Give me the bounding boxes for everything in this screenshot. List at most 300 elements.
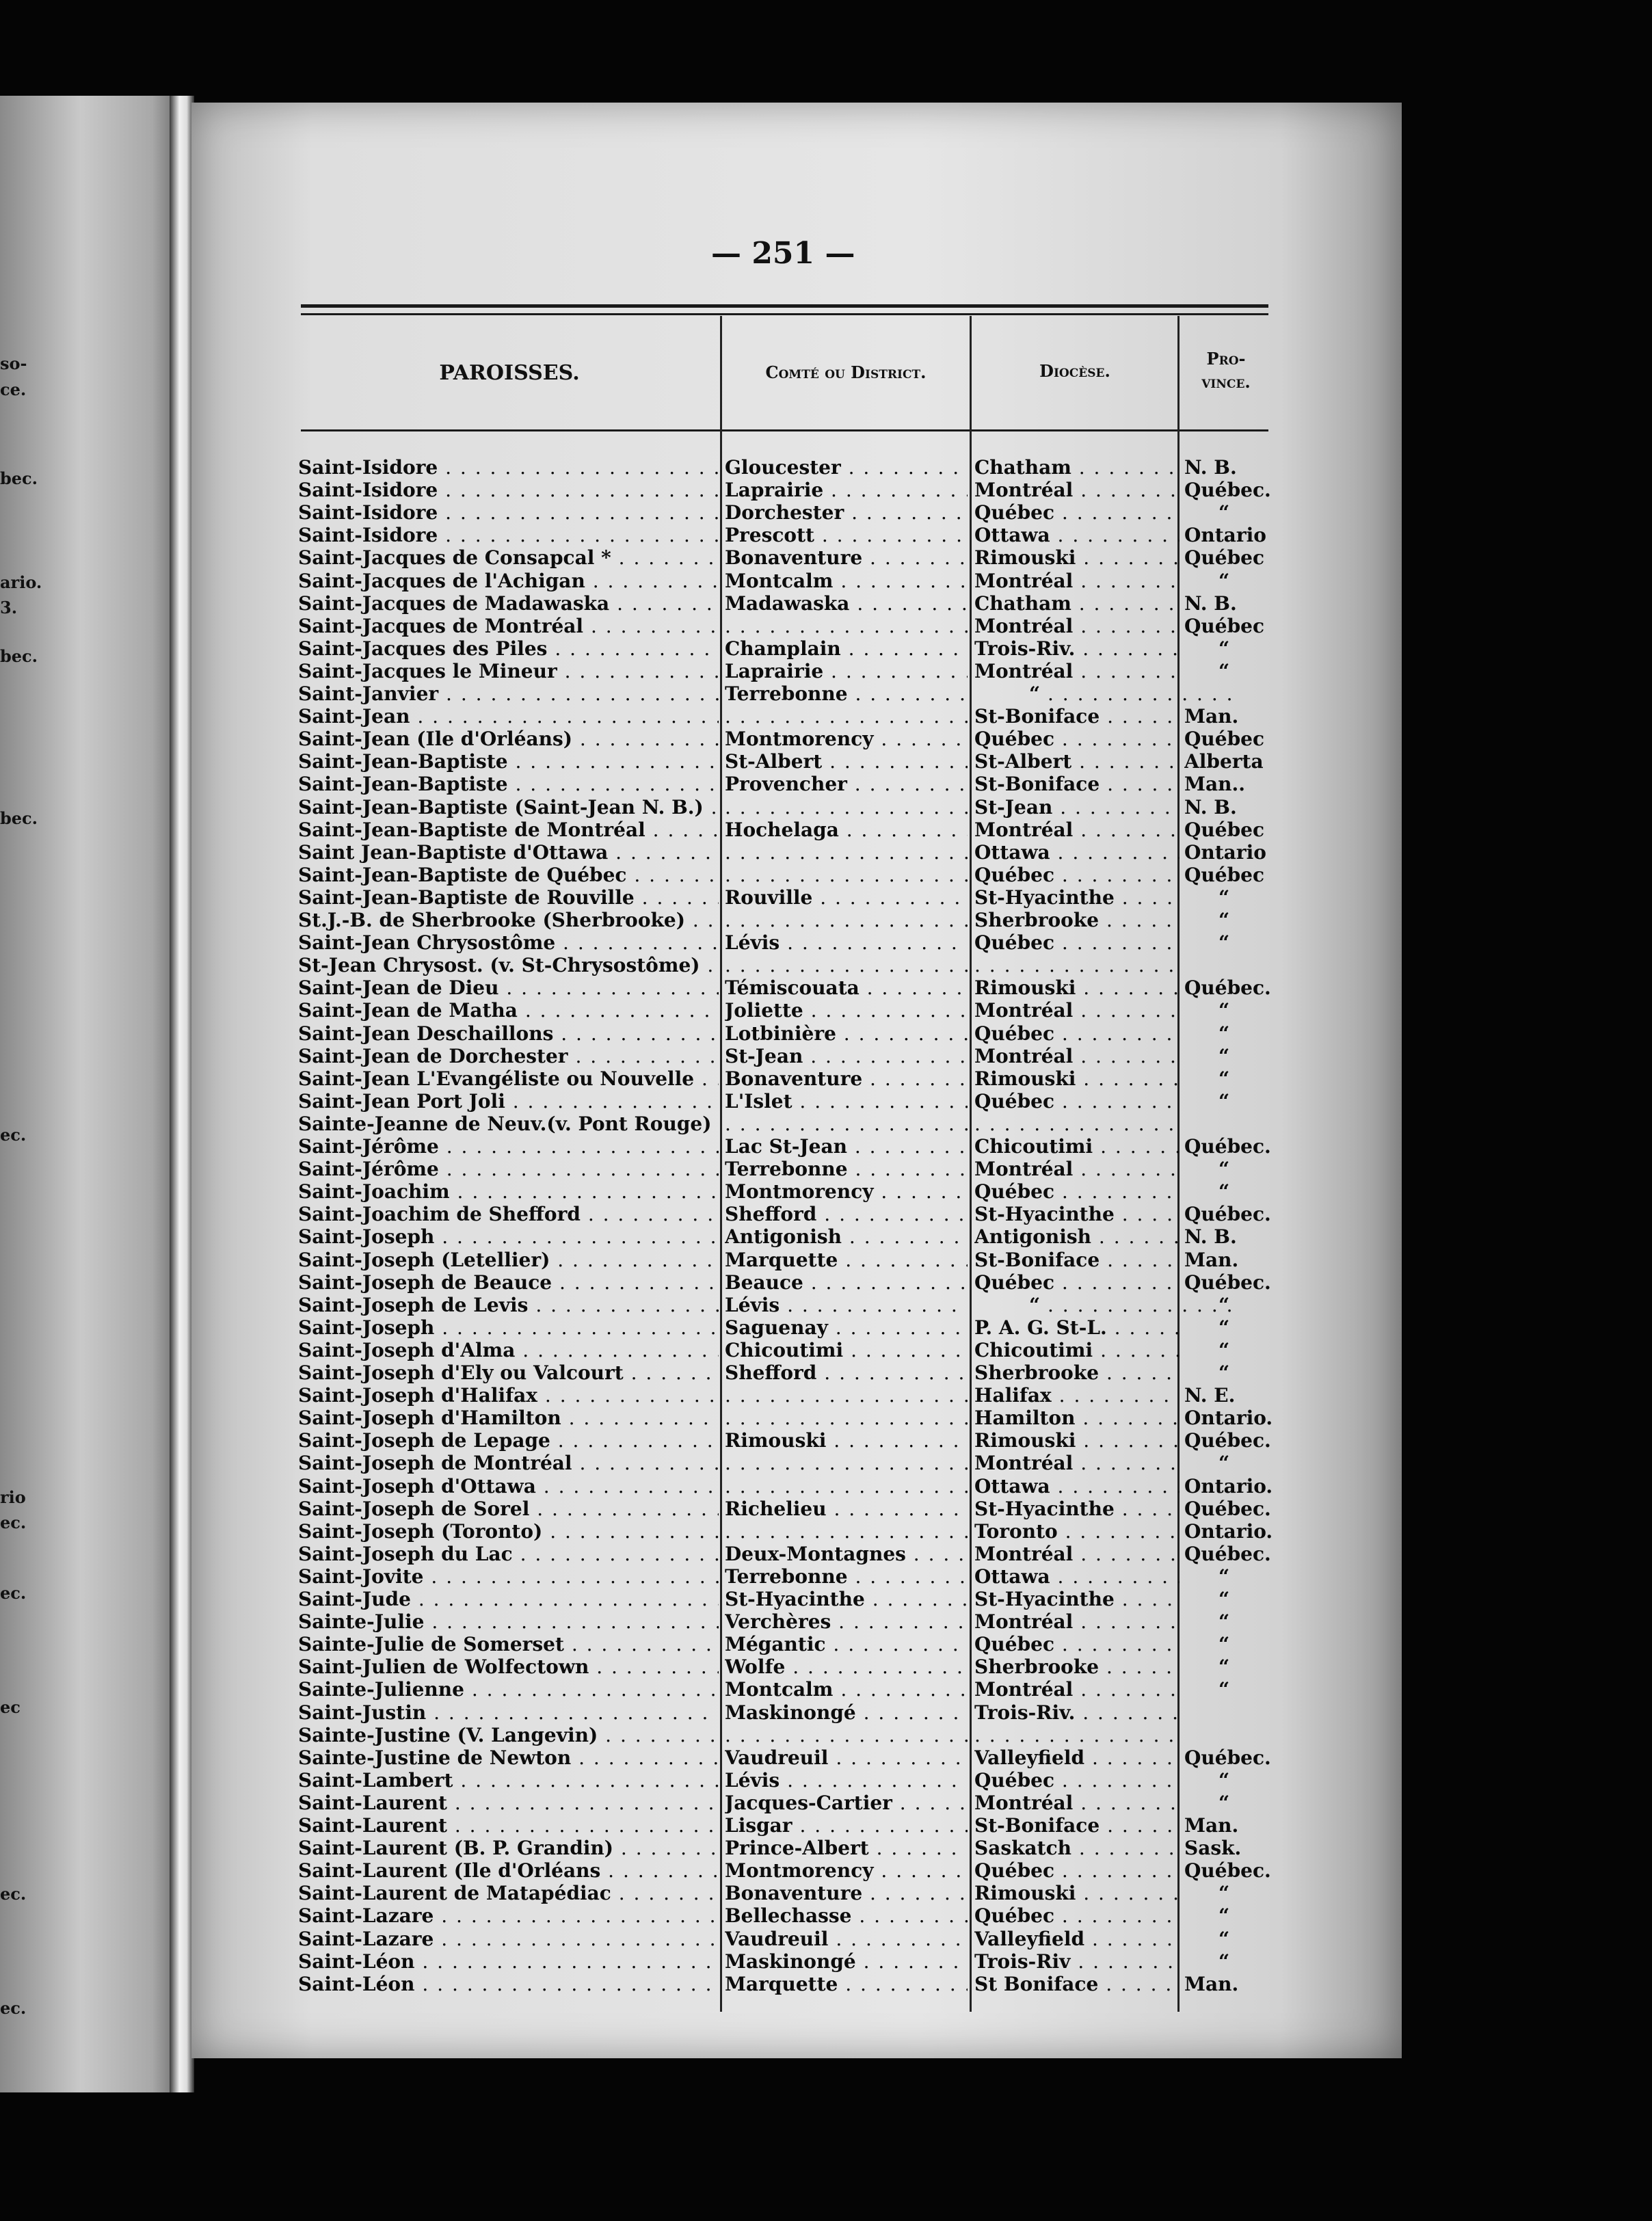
parish-cell: St.J.-B. de Sherbrooke (Sherbrooke) . . . [298,909,719,931]
table-row [0,1498,1272,1520]
table-row [0,592,1272,615]
province-cell: N. B. [1184,795,1237,819]
province-cell: N. B. [1184,591,1237,615]
parish-cell: Saint-Jean de Dorchester . . . [298,1045,719,1067]
province-cell: Man. [1184,1814,1239,1837]
province-cell: Ontario. [1184,1407,1273,1430]
table-row [0,1633,1272,1655]
diocese-cell: Ottawa . . . [974,1475,1180,1498]
table-row [0,1904,1272,1927]
county-cell: Verchères . . . [725,1610,968,1633]
diocese-cell: Québec . . . [974,1271,1180,1294]
diocese-cell: Montréal . . . [974,479,1180,501]
parish-cell: Saint-Jean-Baptiste de Rouville . . . [298,886,719,909]
county-cell: Chicoutimi . . . [725,1339,968,1361]
header-county: Comté ou District. [765,362,927,382]
diocese-cell: Québec . . . [974,728,1180,750]
margin-fragment: bec. [0,808,38,828]
county-cell: Marquette . . . [725,1249,968,1271]
margin-fragment: ec. [0,1125,27,1145]
parish-cell: Saint-Jean de Dieu . . . [298,976,719,999]
diocese-cell: Montréal . . . [974,999,1180,1022]
top-double-rule [301,304,1268,308]
parish-cell: Saint-Joseph de Sorel . . . [298,1498,719,1520]
diocese-cell: Québec . . . [974,931,1180,954]
province-cell: “ [1218,1089,1230,1113]
margin-fragment: ec. [0,1998,27,2018]
table-row [0,1339,1272,1361]
diocese-cell: Montréal . . . [974,660,1180,682]
table-row [0,615,1272,637]
diocese-cell: Rimouski . . . [974,1067,1180,1090]
province-cell: “ [1218,1044,1230,1067]
county-cell: Montcalm . . . [725,1678,968,1701]
parish-cell: Saint-Jacques de Consapcal * . . . [298,546,719,569]
table-row [0,1203,1272,1225]
table-row [0,524,1272,546]
province-cell: “ [1218,1678,1230,1701]
county-cell: Deux-Montagnes . . . [725,1543,968,1565]
table-row [0,1384,1272,1407]
parish-cell: Saint-Joseph (Toronto) . . . [298,1520,719,1543]
parish-cell: Saint-Jean-Baptiste . . . [298,750,719,773]
diocese-cell: Trois-Riv . . . [974,1950,1180,1973]
province-cell: “ [1218,1316,1230,1339]
province-cell: “ [1218,1882,1230,1905]
diocese-cell: Valleyfield . . . [974,1746,1180,1769]
county-cell: Mégantic . . . [725,1633,968,1655]
diocese-cell: Montréal . . . [974,1158,1180,1180]
parish-cell: Saint-Laurent (Ile d'Orléans . . . [298,1859,719,1882]
parish-cell: Saint-Jean Port Joli . . . [298,1090,719,1113]
diocese-cell: Hamilton . . . [974,1407,1180,1429]
table-row [0,1678,1272,1701]
table-row [0,660,1272,682]
diocese-cell: Chicoutimi . . . [974,1339,1180,1361]
diocese-cell: Saskatch . . . [974,1837,1180,1859]
diocese-cell: “ . . . [974,1294,1234,1316]
diocese-cell: St-Boniface . . . [974,705,1180,728]
province-cell: Québec. [1184,1135,1271,1158]
province-cell: “ [1218,659,1230,682]
parish-cell: Saint-Joseph . . . [298,1225,719,1248]
province-cell: N. B. [1184,456,1237,479]
table-row [0,999,1272,1022]
header-province-line2: vince. [1201,372,1251,392]
diocese-cell: Antigonish . . . [974,1225,1180,1248]
county-cell: Vaudreuil . . . [725,1928,968,1950]
table-row [0,931,1272,954]
table-row [0,1045,1272,1067]
margin-fragment: 3. [0,598,18,617]
province-cell: Québec. [1184,1203,1271,1226]
parish-cell: Saint-Jude . . . [298,1588,719,1610]
county-cell: Lisgar . . . [725,1814,968,1837]
diocese-cell: Québec . . . [974,864,1180,886]
county-cell: St-Albert . . . [725,750,968,773]
diocese-cell: Québec . . . [974,1769,1180,1792]
diocese-cell: Valleyfield . . . [974,1928,1180,1950]
county-cell: Vaudreuil . . . [725,1746,968,1769]
diocese-cell: Montréal . . . [974,1045,1180,1067]
table-row [0,682,1272,705]
parish-cell: Saint-Isidore . . . [298,479,719,501]
parish-cell: Saint-Jérôme . . . [298,1158,719,1180]
table-row [0,570,1272,592]
margin-fragment: ario. [0,572,42,592]
table-row [0,1859,1272,1882]
province-cell: Ontario [1184,524,1266,547]
parish-cell: Saint-Jean-Baptiste de Québec . . . [298,864,719,886]
province-cell: Québec [1184,546,1265,570]
county-cell [725,705,968,728]
table-row [0,1543,1272,1565]
parish-cell: Saint-Jean (Ile d'Orléans) . . . [298,728,719,750]
parish-cell: Saint-Julien de Wolfectown . . . [298,1655,719,1678]
county-cell: Madawaska . . . [725,592,968,615]
table-row [0,1882,1272,1904]
parish-cell: Saint-Joseph de Lepage . . . [298,1429,719,1452]
table-row [0,750,1272,773]
diocese-cell: Montréal . . . [974,1452,1180,1474]
diocese-cell [974,954,1180,976]
diocese-cell: Québec . . . [974,1633,1180,1655]
diocese-cell: Québec . . . [974,1022,1180,1045]
county-cell: Marquette . . . [725,1973,968,1995]
province-cell: “ [1218,1633,1230,1656]
province-cell: Québec. [1184,1746,1271,1769]
diocese-cell: Montréal . . . [974,819,1180,841]
county-cell: Montmorency . . . [725,728,968,750]
diocese-cell: Rimouski . . . [974,1882,1180,1904]
county-cell [725,841,968,864]
province-cell: Québec [1184,614,1265,637]
table-row [0,1950,1272,1973]
province-cell: “ [1218,1904,1230,1928]
parish-cell: Saint-Joseph de Montréal . . . [298,1452,719,1474]
county-cell [725,1475,968,1498]
county-cell: Shefford . . . [725,1361,968,1384]
parish-cell: Saint-Joseph d'Ely ou Valcourt . . . [298,1361,719,1384]
province-cell: “ [1218,1950,1230,1973]
diocese-cell: St-Boniface . . . [974,773,1180,795]
county-cell: L'Islet . . . [725,1090,968,1113]
table-row [0,1814,1272,1837]
diocese-cell: Ottawa . . . [974,841,1180,864]
parish-cell: Saint-Jean . . . [298,705,719,728]
parish-cell: Saint-Lazare . . . [298,1904,719,1927]
parish-cell: Saint-Jérôme . . . [298,1135,719,1158]
county-cell: Dorchester . . . [725,501,968,524]
diocese-cell: Québec . . . [974,501,1180,524]
table-row [0,1792,1272,1814]
margin-fragment: ec. [0,1884,27,1904]
county-cell: Bellechasse . . . [725,1904,968,1927]
diocese-cell: St-Boniface . . . [974,1814,1180,1837]
margin-fragment: bec. [0,646,38,666]
header-diocese: Diocèse. [1039,361,1110,381]
county-cell [725,1384,968,1407]
table-row [0,773,1272,795]
diocese-cell: Montréal . . . [974,1610,1180,1633]
table-row [0,886,1272,909]
county-cell: Antigonish . . . [725,1225,968,1248]
parish-cell: Sainte-Julie de Somerset . . . [298,1633,719,1655]
province-cell: Man. [1184,1972,1239,1995]
county-cell: Gloucester . . . [725,456,968,479]
parish-cell: Saint-Jacques de l'Achigan . . . [298,570,719,592]
page-number: — 251 — [711,236,855,271]
county-cell: Rouville . . . [725,886,968,909]
diocese-cell: St-Albert . . . [974,750,1180,773]
table-row [0,1724,1272,1746]
parish-cell: Saint-Laurent . . . [298,1814,719,1837]
county-cell: Lac St-Jean . . . [725,1135,968,1158]
province-cell: N. E. [1184,1384,1236,1407]
table-row [0,976,1272,999]
table-row [0,728,1272,750]
parish-cell: Saint-Laurent . . . [298,1792,719,1814]
county-cell [725,909,968,931]
county-cell: Laprairie . . . [725,479,968,501]
county-cell: Beauce . . . [725,1271,968,1294]
province-cell: “ [1218,1158,1230,1181]
province-cell: Québec. [1184,976,1271,1000]
province-cell: “ [1218,501,1230,524]
table-row [0,456,1272,479]
county-cell: St-Jean . . . [725,1045,968,1067]
diocese-cell [974,1724,1180,1746]
table-row [0,1928,1272,1950]
county-cell: Maskinongé . . . [725,1701,968,1724]
parish-cell: Saint-Jacques le Mineur . . . [298,660,719,682]
county-cell: Wolfe . . . [725,1655,968,1678]
parish-cell: Saint-Joseph d'Halifax . . . [298,1384,719,1407]
county-cell: Lotbinière . . . [725,1022,968,1045]
province-cell: “ [1218,1361,1230,1384]
diocese-cell: Montréal . . . [974,1678,1180,1701]
parish-cell: Saint-Justin . . . [298,1701,719,1724]
diocese-cell: Chatham . . . [974,592,1180,615]
table-row [0,1361,1272,1384]
table-row [0,1475,1272,1498]
table-row [0,1520,1272,1543]
county-cell: Bonaventure . . . [725,1067,968,1090]
parish-cell: Saint-Jean Chrysostôme . . . [298,931,719,954]
diocese-cell: Trois-Riv. . . . [974,1701,1180,1724]
province-cell: Alberta [1184,750,1264,773]
diocese-cell: Montréal . . . [974,1792,1180,1814]
parish-cell: Saint-Isidore . . . [298,456,719,479]
province-cell: Sask. [1184,1837,1242,1860]
diocese-cell: Rimouski . . . [974,976,1180,999]
header-province-line1: Pro- [1206,349,1246,369]
county-cell: Shefford . . . [725,1203,968,1225]
county-cell [725,1724,968,1746]
table-row [0,1565,1272,1588]
diocese-cell: Ottawa . . . [974,524,1180,546]
province-cell: “ [1218,999,1230,1022]
province-cell: Québec [1184,863,1265,886]
county-cell: Bonaventure . . . [725,1882,968,1904]
parish-cell: Saint-Laurent de Matapédiac . . . [298,1882,719,1904]
table-row [0,546,1272,569]
parish-cell: Saint-Jean Deschaillons . . . [298,1022,719,1045]
county-cell: Hochelaga . . . [725,819,968,841]
province-cell: Québec. [1184,1271,1271,1294]
county-cell: Montcalm . . . [725,570,968,592]
county-cell: Champlain . . . [725,637,968,660]
parish-cell: Saint-Joseph de Beauce . . . [298,1271,719,1294]
table-row [0,1180,1272,1203]
diocese-cell: St-Hyacinthe . . . [974,1588,1180,1610]
table-row [0,1316,1272,1339]
county-cell: Lévis . . . [725,931,968,954]
parish-cell: Sainte-Julie . . . [298,1610,719,1633]
parish-cell: Saint-Joachim . . . [298,1180,719,1203]
diocese-cell: Halifax . . . [974,1384,1180,1407]
parish-cell: Saint-Isidore . . . [298,501,719,524]
table-row [0,1090,1272,1113]
table-row [0,1655,1272,1678]
parish-cell: Saint-Jacques de Montréal . . . [298,615,719,637]
diocese-cell: St-Hyacinthe . . . [974,1203,1180,1225]
diocese-cell: Québec . . . [974,1859,1180,1882]
province-cell: Ontario. [1184,1519,1273,1543]
diocese-cell: Chicoutimi . . . [974,1135,1180,1158]
diocese-cell: St-Hyacinthe . . . [974,886,1180,909]
province-cell: Québec. [1184,1542,1271,1565]
diocese-cell: Québec . . . [974,1180,1180,1203]
table-row [0,841,1272,864]
province-cell: “ [1218,1655,1230,1679]
province-cell: “ [1218,1022,1230,1045]
parish-cell: Sainte-Julienne . . . [298,1678,719,1701]
province-cell: “ [1218,1610,1230,1634]
parish-cell: Saint-Laurent (B. P. Grandin) . . . [298,1837,719,1859]
diocese-cell: Rimouski . . . [974,546,1180,569]
table-row [0,1588,1272,1610]
province-cell: Québec. [1184,1429,1271,1452]
parish-cell: Saint-Joseph (Letellier) . . . [298,1249,719,1271]
province-cell: “ [1218,886,1230,909]
parish-cell: Saint-Janvier . . . [298,682,719,705]
table-row [0,864,1272,886]
diocese-cell: Trois-Riv. . . . [974,637,1180,660]
diocese-cell: Rimouski . . . [974,1429,1180,1452]
parish-cell: Sainte-Justine (V. Langevin) . . . [298,1724,719,1746]
parish-cell: Saint-Joseph d'Alma . . . [298,1339,719,1361]
diocese-cell: Sherbrooke . . . [974,909,1180,931]
table-row [0,1697,1272,1724]
province-cell: “ [1218,1338,1230,1361]
table-row [0,1610,1272,1633]
parish-cell: Saint-Joseph d'Hamilton . . . [298,1407,719,1429]
diocese-cell: Montréal . . . [974,570,1180,592]
table-row [0,954,1272,976]
parish-cell: Sainte-Justine de Newton . . . [298,1746,719,1769]
margin-fragment: ec. [0,1583,27,1603]
table-row [0,501,1272,524]
province-cell: Québec [1184,818,1265,841]
diocese-cell: Montréal . . . [974,615,1180,637]
header-bottom-rule [301,429,1268,431]
county-cell: Prince-Albert . . . [725,1837,968,1859]
county-cell: Maskinongé . . . [725,1950,968,1973]
county-cell: Lévis . . . [725,1294,968,1316]
province-cell: “ [1218,909,1230,931]
table-row [0,1271,1272,1294]
county-cell [725,796,968,819]
county-cell: Laprairie . . . [725,660,968,682]
table-row [0,1135,1272,1158]
table-row [0,1113,1272,1135]
county-cell [725,615,968,637]
diocese-cell: Sherbrooke . . . [974,1655,1180,1678]
margin-fragment: ce. [0,380,27,399]
province-cell: Québec [1184,728,1265,751]
table-row [0,1746,1272,1769]
parish-cell: Saint-Jean-Baptiste . . . [298,773,719,795]
diocese-cell: Montréal . . . [974,1543,1180,1565]
diocese-cell: Toronto . . . [974,1520,1180,1543]
table-row [0,1225,1272,1248]
province-cell: Ontario [1184,840,1266,864]
table-row [0,637,1272,660]
table-row [0,479,1272,501]
margin-fragment: bec. [0,468,38,488]
county-cell: Lévis . . . [725,1769,968,1792]
diocese-cell [974,1113,1180,1135]
parish-cell: Saint-Léon . . . [298,1950,719,1973]
county-cell: Prescott . . . [725,524,968,546]
table-row [0,1429,1272,1452]
county-cell: Rimouski . . . [725,1429,968,1452]
parish-cell: Saint-Joseph du Lac . . . [298,1543,719,1565]
margin-fragment: so- [0,354,27,373]
table-row [0,909,1272,931]
province-cell: “ [1218,1180,1230,1203]
margin-fragment: ec [0,1697,21,1717]
county-cell: St-Hyacinthe . . . [725,1588,968,1610]
table-row [0,1022,1272,1045]
county-cell: Terrebonne . . . [725,682,968,705]
province-cell: N. B. [1184,1225,1237,1249]
county-cell [725,1452,968,1474]
table-row [0,705,1272,728]
parish-cell: Saint-Jean L'Evangéliste ou Nouvelle . . . [298,1067,719,1090]
province-cell: “ [1218,637,1230,660]
parish-cell: Saint-Joseph de Levis . . . [298,1294,719,1316]
province-cell: Man.. [1184,773,1245,796]
county-cell: Richelieu . . . [725,1498,968,1520]
county-cell [725,1520,968,1543]
header-parishes: PAROISSES. [439,361,580,385]
county-cell: Bonaventure . . . [725,546,968,569]
province-cell: Man. [1184,705,1239,728]
margin-fragment: rio [0,1487,26,1507]
table-row [0,796,1272,819]
province-cell: Québec. [1184,479,1271,502]
county-cell [725,1407,968,1429]
table-row [0,1067,1272,1090]
county-cell: Jacques-Cartier . . . [725,1792,968,1814]
province-cell: “ [1218,1791,1230,1814]
province-cell: “ [1218,1565,1230,1588]
province-cell: “ [1218,1768,1230,1792]
province-cell: “ [1218,569,1230,592]
parish-cell: Saint-Lazare . . . [298,1928,719,1950]
